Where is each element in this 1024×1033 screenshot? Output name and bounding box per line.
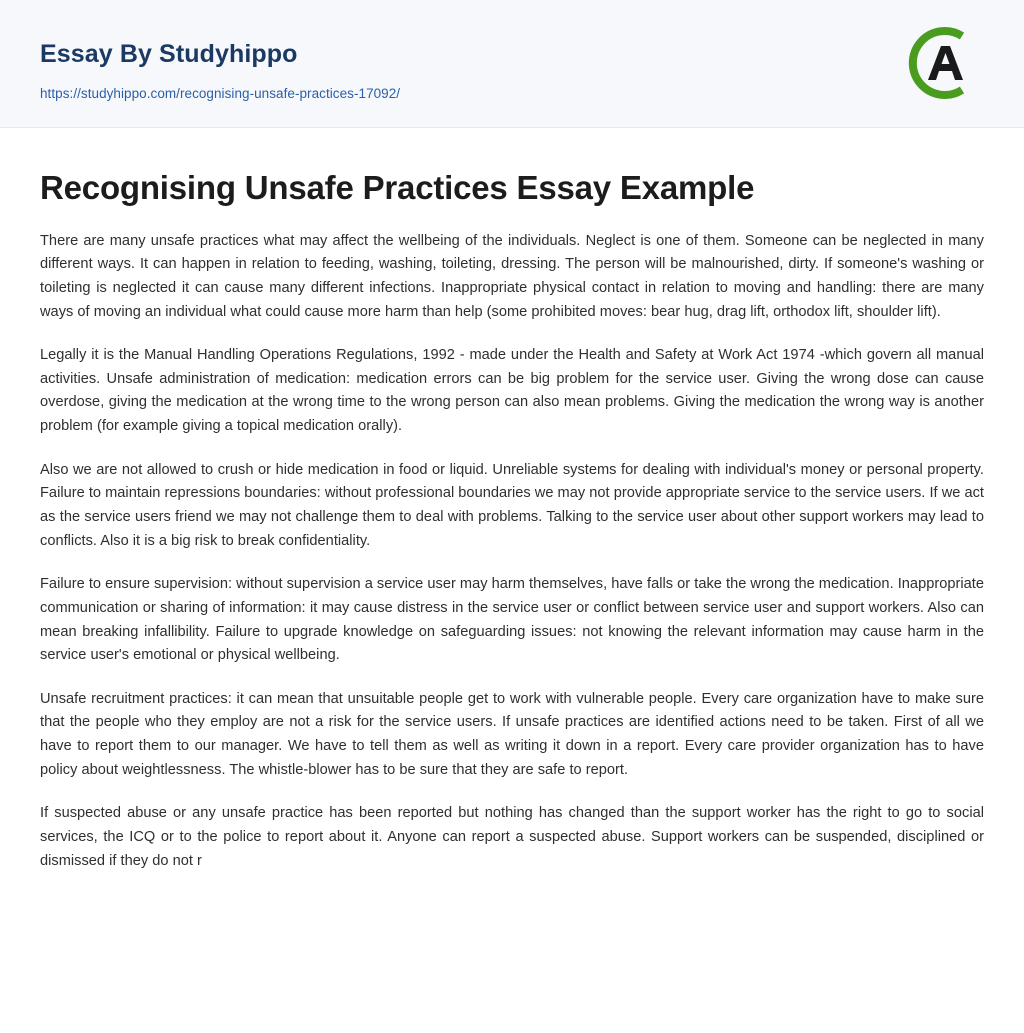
essay-paragraph: There are many unsafe practices what may affect the wellbeing of the individuals. Neglect is one of them. Someone can be neglected in many different ways. It can happen in relation to feeding, washing, toileting, dressing. The person will be malnourished, dirty. If someone's washing or toileting is neglected it can cause many different infections. Inappropriate physical contact in relation to moving and handling: there are many ways of moving an individual what could cause more harm than help (some prohibited moves: bear hug, drag lift, orthodox lift, shoulder lift). (40, 232, 984, 320)
page-title: Recognising Unsafe Practices Essay Example (40, 169, 755, 206)
essay-paragraph: Legally it is the Manual Handling Operations Regulations, 1992 - made under the Health and Safety at Work Act 1974 -which govern all manual activities. Unsafe administration of medication: medication errors can be big problem for the service user. Giving the wrong dose can cause overdose, giving the medication at the wrong time to the wrong person can also mean problems. Giving the medication the wrong way is another problem (for example giving a topical medication orally). (40, 347, 984, 435)
essay-paragraph: Also we are not allowed to crush or hide medication in food or liquid. Unreliable systems for dealing with individual's money or personal property. Failure to maintain repressions boundaries: without professional boundaries we may not provide appropriate service to the service users. If we act as the service users friend we may not challenge them to deal with problems. Talking to the service user about other support workers may lead to conflicts. Also it is a big risk to break confidentiality. (40, 461, 984, 549)
essay-paragraph: If suspected abuse or any unsafe practice has been reported but nothing has changed than the support worker has the right to go to social services, the ICQ or to the police to report about it. Anyone can report a suspected abuse. Support workers can be suspended, disciplined or dismissed if they do not r (40, 805, 984, 869)
source-url-link[interactable]: https://studyhippo.com/recognising-unsafe-practices-17092/ (40, 86, 401, 101)
essay-content (0, 128, 1024, 893)
letter-a-circle-logo-icon (900, 22, 982, 104)
essay-paragraph: Failure to ensure supervision: without supervision a service user may harm themselves, have falls or take the wrong the medication. Inappropriate communication or sharing of information: it may cause distress in the service user or conflict between service user and support workers. Also can mean breaking infallibility. Failure to upgrade knowledge on safeguarding issues: not knowing the relevant information may cause harm in the service user's emotional or physical wellbeing. (40, 576, 984, 664)
page-header (0, 0, 1024, 128)
essay-paragraph: Unsafe recruitment practices: it can mean that unsuitable people get to work with vulnerable people. Every care organization have to make sure that the people who they employ are not a risk for the service users. If unsafe practices are identified actions need to be taken. First of all we have to report them to our manager. We have to tell them as well as writing it down in a report. Every care provider organization has to have policy about weightlessness. The whistle-blower has to be sure that they are safe to report. (40, 690, 984, 778)
site-brand: Essay By Studyhippo (40, 40, 298, 68)
